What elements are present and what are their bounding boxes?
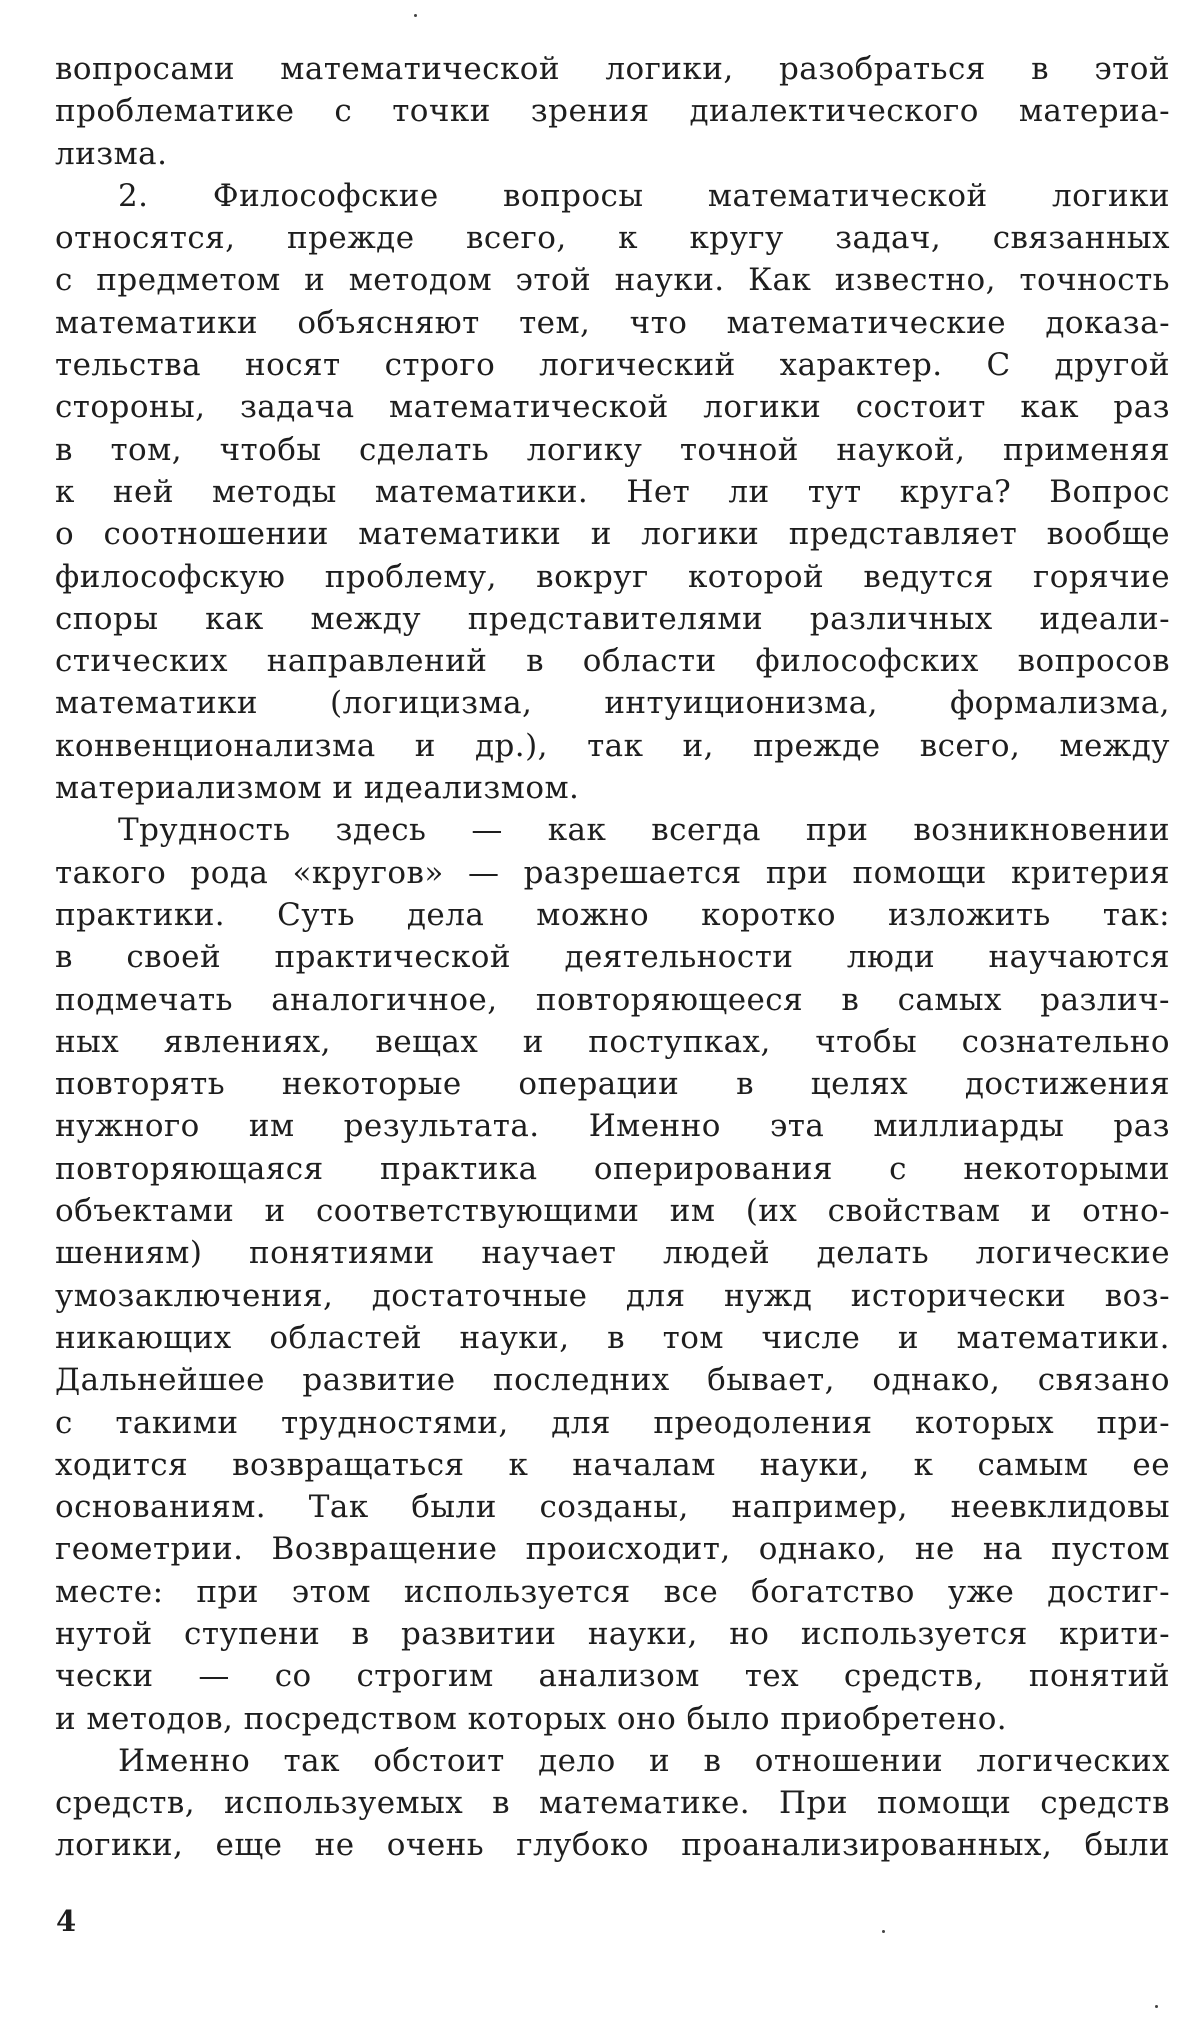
text-line: с предметом и методом этой науки. Как известно, точность (55, 262, 1170, 299)
text-line: ных явлениях, вещах и поступках, чтобы сознательно (55, 1023, 1170, 1060)
text-line: в том, чтобы сделать логику точной наукой, применяя (55, 431, 1170, 468)
paragraph (55, 175, 1170, 809)
text-line: к ней методы математики. Нет ли тут круга? Вопрос (55, 473, 1170, 510)
page-number: 4 (56, 1904, 77, 1938)
text-line: проблематике с точки зрения диалектического материа- (55, 93, 1170, 130)
text-line: относятся, прежде всего, к кругу задач, связанных (55, 220, 1170, 257)
text-line: вопросами математической логики, разобраться в этой (55, 51, 1170, 87)
text-line: тельства носят строго логический характер. С другой (55, 347, 1170, 384)
text-line: в своей практической деятельности люди научаются (55, 939, 1170, 976)
text-line: нутой ступени в развитии науки, но используется крити- (55, 1615, 1170, 1652)
body-text (55, 48, 1170, 1867)
text-line: месте: при этом используется все богатство уже достиг- (55, 1573, 1170, 1610)
text-line: нужного им результата. Именно эта миллиарды раз (55, 1108, 1170, 1145)
text-line: такого рода «кругов» — разрешается при помощи критерия (55, 854, 1170, 891)
text-line: Дальнейшее развитие последних бывает, однако, связано (55, 1362, 1170, 1399)
text-line: 2. Философские вопросы математической логики (118, 177, 1170, 214)
scan-speck (882, 1930, 885, 1933)
text-line: математики (логицизма, интуиционизма, формализма, (55, 685, 1170, 722)
text-line: объектами и соответствующими им (их свойствам и отно- (55, 1193, 1170, 1230)
text-line: философскую проблему, вокруг которой ведутся горячие (55, 558, 1170, 595)
text-line: стороны, задача математической логики состоит как раз (55, 389, 1170, 426)
scan-speck (414, 14, 417, 17)
text-line: лизма. (55, 135, 168, 172)
text-line: Именно так обстоит дело и в отношении логических (118, 1742, 1170, 1779)
text-line: практики. Суть дела можно коротко изложить так: (55, 896, 1170, 933)
text-line: никающих областей науки, в том числе и математики. (55, 1319, 1170, 1356)
text-line: споры как между представителями различных идеали- (55, 600, 1170, 637)
text-line: основаниям. Так были созданы, например, неевклидовы (55, 1489, 1170, 1526)
text-line: стических направлений в области философских вопросов (55, 643, 1170, 680)
text-line: умозаключения, достаточные для нужд исторически воз- (55, 1277, 1170, 1314)
text-line: материализмом и идеализмом. (55, 770, 580, 807)
text-line: математики объясняют тем, что математические доказа- (55, 304, 1170, 341)
text-line: повторять некоторые операции в целях достижения (55, 1066, 1170, 1103)
text-line: геометрии. Возвращение происходит, однако, не на пустом (55, 1531, 1170, 1568)
text-line: средств, используемых в математике. При помощи средств (55, 1785, 1170, 1822)
text-line: логики, еще не очень глубоко проанализированных, были (55, 1827, 1170, 1864)
text-line: шениям) понятиями научает людей делать логические (55, 1235, 1170, 1272)
text-line: подмечать аналогичное, повторяющееся в самых различ- (55, 981, 1170, 1018)
paragraph (55, 809, 1170, 1740)
text-line: чески — со строгим анализом тех средств, понятий (55, 1658, 1170, 1695)
scan-speck (1155, 2005, 1158, 2008)
text-line: повторяющаяся практика оперирования с некоторыми (55, 1150, 1170, 1187)
paragraph (55, 48, 1170, 175)
text-line: конвенционализма и др.), так и, прежде всего, между (55, 727, 1170, 764)
text-line: и методов, посредством которых оно было приобретено. (55, 1700, 1008, 1737)
text-line: о соотношении математики и логики представляет вообще (55, 516, 1170, 553)
text-line: с такими трудностями, для преодоления которых при- (55, 1404, 1170, 1441)
text-line: ходится возвращаться к началам науки, к самым ее (55, 1446, 1170, 1483)
paragraph (55, 1740, 1170, 1867)
text-line: Трудность здесь — как всегда при возникновении (118, 812, 1170, 849)
